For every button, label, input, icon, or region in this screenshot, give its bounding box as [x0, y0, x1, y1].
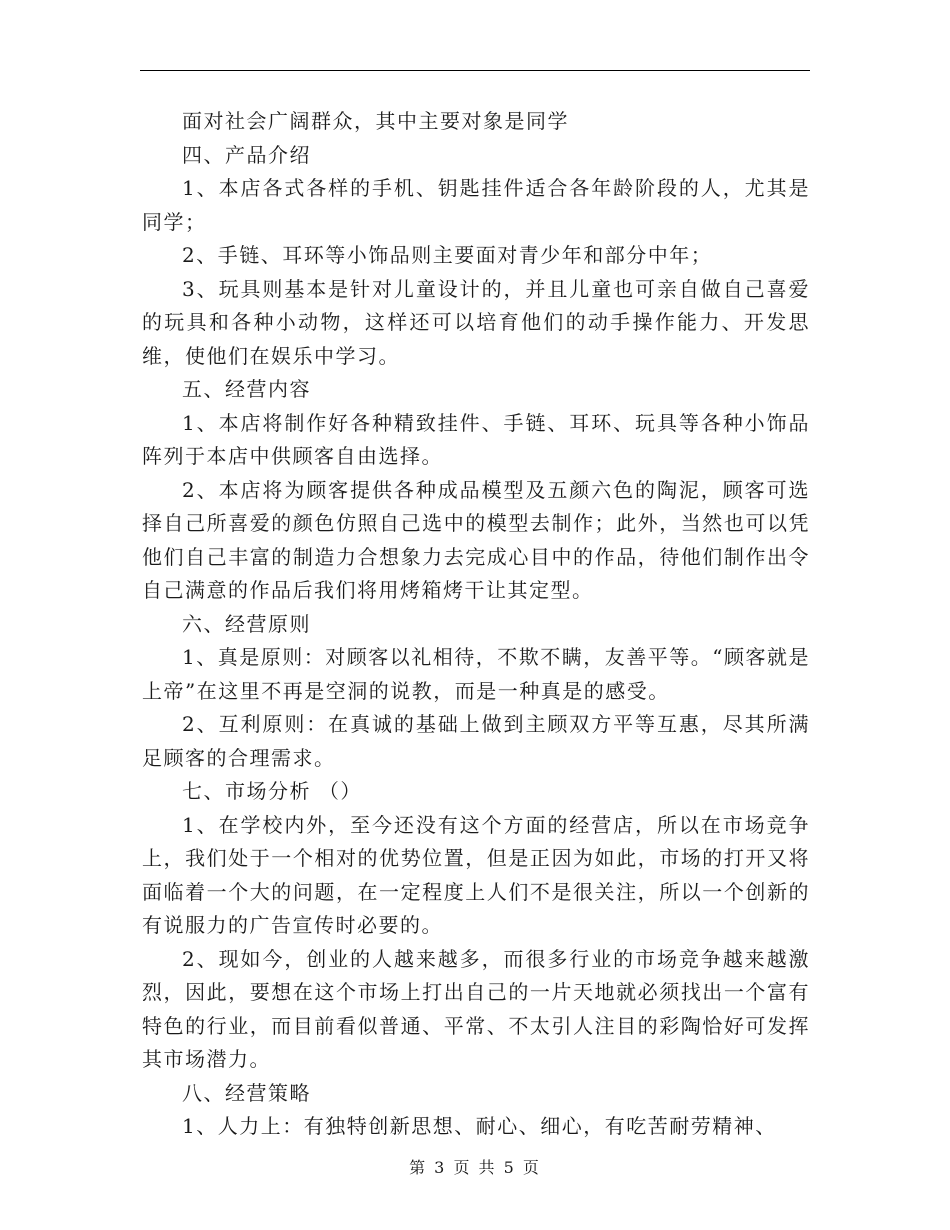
paragraph: 2、本店将为顾客提供各种成品模型及五颜六色的陶泥，顾客可选择自己所喜爱的颜色仿照自己选中的模型去制作；此外，当然也可以凭他们自己丰富的制造力合想象力去完成心目中的作品，待他们制作出令自己满意的作品后我们将用烤箱烤干让其定型。 — [142, 477, 810, 602]
section-heading: 六、经营原则 — [182, 611, 311, 636]
section-heading: 四、产品介绍 — [182, 142, 311, 167]
paragraph: 1、本店各式各样的手机、钥匙挂件适合各年龄阶段的人，尤其是同学； — [142, 176, 810, 234]
paragraph: 1、真是原则：对顾客以礼相待，不欺不瞒，友善平等。“顾客就是上帝”在这里不再是空洞的说教，而是一种真是的感受。 — [142, 645, 810, 703]
paragraph: 3、玩具则基本是针对儿童设计的，并且儿童也可亲自做自己喜爱的玩具和各种小动物，这样还可以培育他们的动手操作能力、开发思维，使他们在娱乐中学习。 — [142, 276, 810, 368]
paragraph: 面对社会广阔群众，其中主要对象是同学 — [182, 109, 569, 133]
page-footer: 第 3 页 共 5 页 — [409, 1158, 541, 1177]
section-heading: 七、市场分析 （） — [182, 779, 362, 803]
section-heading: 五、经营内容 — [182, 377, 311, 401]
paragraph: 1、在学校内外，至今还没有这个方面的经营店，所以在市场竞争上，我们处于一个相对的优势位置，但是正因为如此，市场的打开又将面临着一个大的问题，在一定程度上人们不是很关注，所以一个创新的有说服力的广告宣传时必要的。 — [142, 812, 810, 937]
paragraph: 2、现如今，创业的人越来越多，而很多行业的市场竞争越来越激烈，因此，要想在这个市场上打出自己的一片天地就必须找出一个富有特色的行业，而目前看似普通、平常、不太引人注目的彩陶恰好可发挥其市场潜力。 — [142, 946, 810, 1071]
paragraph: 1、本店将制作好各种精致挂件、手链、耳环、玩具等各种小饰品阵列于本店中供顾客自由选择。 — [142, 410, 810, 468]
header-rule — [140, 70, 810, 71]
document-body — [142, 105, 810, 1144]
paragraph: 2、手链、耳环等小饰品则主要面对青少年和部分中年； — [182, 243, 713, 267]
paragraph: 2、互利原则：在真诚的基础上做到主顾双方平等互惠，尽其所满足顾客的合理需求。 — [142, 712, 810, 770]
paragraph: 1、人力上：有独特创新思想、耐心、细心，有吃苦耐劳精神、 — [182, 1114, 777, 1138]
section-heading: 八、经营策略 — [182, 1080, 311, 1105]
